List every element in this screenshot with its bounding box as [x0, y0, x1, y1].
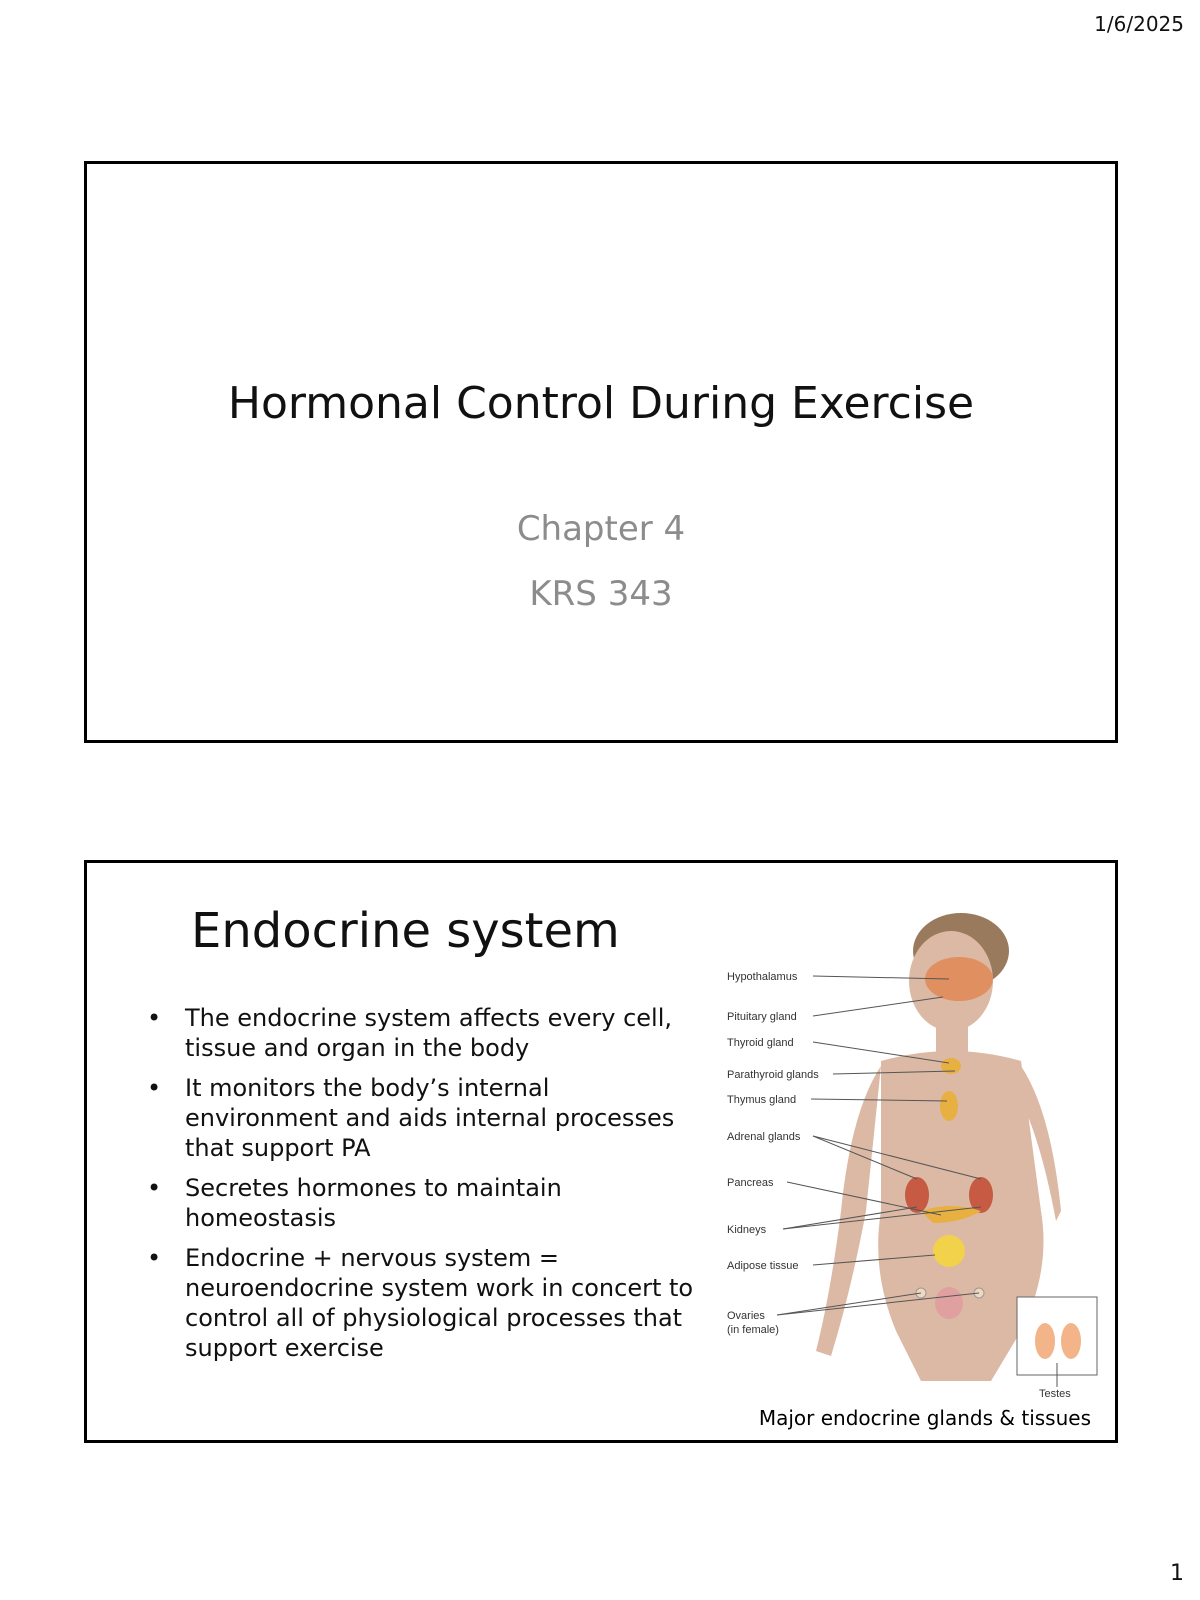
- slide-heading: Endocrine system: [191, 903, 620, 959]
- figure-caption: Major endocrine glands & tissues: [758, 1406, 1091, 1430]
- bullet-icon: •: [147, 1244, 162, 1272]
- label-thyroid: Thyroid gland: [727, 1037, 794, 1049]
- bullet-item: [145, 1073, 705, 1163]
- bullet-item: [145, 1003, 705, 1063]
- bullet-item: [145, 1173, 705, 1233]
- bullet-text: Secretes hormones to maintain homeostasis: [185, 1174, 562, 1232]
- slide-subtitle-chapter: Chapter 4: [516, 509, 686, 549]
- label-ovaries: Ovaries: [727, 1310, 765, 1322]
- thymus-shape: [940, 1091, 958, 1121]
- label-adrenal: Adrenal glands: [727, 1131, 801, 1143]
- bullet-text: Endocrine + nervous system = neuroendocrine system work in concert to control all of physiological processes that support exercise: [185, 1244, 694, 1362]
- slide-subtitle-course: KRS 343: [529, 574, 673, 614]
- endocrine-glands-figure: [721, 911, 1101, 1400]
- bullet-text: The endocrine system affects every cell, tissue and organ in the body: [185, 1004, 672, 1062]
- left-arm-shape: [816, 1066, 881, 1356]
- slide-endocrine-system: [84, 860, 1118, 1443]
- bullet-icon: •: [147, 1004, 162, 1032]
- label-testes: Testes: [1039, 1388, 1071, 1400]
- bullet-item: [145, 1243, 705, 1363]
- slide-title-card: [84, 161, 1118, 743]
- label-kidneys: Kidneys: [727, 1224, 767, 1236]
- bullet-text: It monitors the body’s internal environment and aids internal processes that support PA: [185, 1074, 675, 1162]
- label-adipose: Adipose tissue: [727, 1260, 799, 1272]
- adipose-shape: [933, 1235, 965, 1267]
- page-number: 1: [1170, 1561, 1184, 1586]
- label-hypothalamus: Hypothalamus: [727, 971, 798, 983]
- label-ovaries-note: (in female): [727, 1324, 779, 1336]
- anatomy-illustration: [721, 911, 1101, 1400]
- bullet-list: [145, 1003, 705, 1373]
- page-date: 1/6/2025: [1094, 12, 1184, 36]
- bullet-icon: •: [147, 1174, 162, 1202]
- label-pancreas: Pancreas: [727, 1177, 774, 1189]
- label-thymus: Thymus gland: [727, 1094, 797, 1106]
- label-pituitary: Pituitary gland: [727, 1011, 797, 1023]
- bullet-icon: •: [147, 1074, 162, 1102]
- slide-title: Hormonal Control During Exercise: [227, 378, 975, 429]
- label-parathyroid: Parathyroid glands: [727, 1069, 819, 1081]
